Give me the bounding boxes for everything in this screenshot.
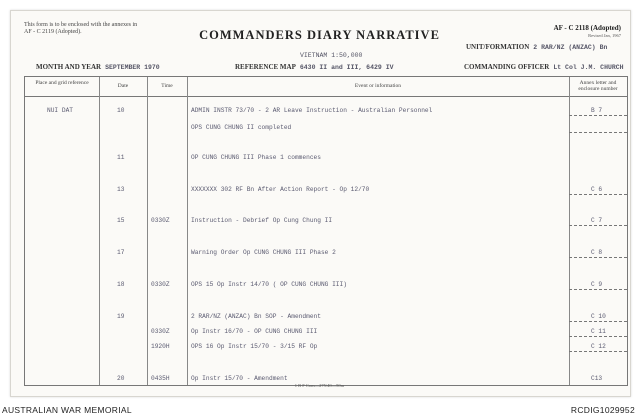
annex-dash bbox=[569, 351, 627, 352]
table-cell-annex: C 10 bbox=[591, 313, 606, 320]
month-year-label bbox=[36, 63, 160, 71]
diary-table bbox=[24, 76, 628, 386]
table-cell-annex: C 9 bbox=[591, 281, 603, 288]
archive-caption: AUSTRALIAN WAR MEMORIAL bbox=[2, 405, 132, 415]
table-cell-annex: C 8 bbox=[591, 249, 603, 256]
table-cell-event: Instruction - Debrief Op Cung Chung II bbox=[191, 217, 333, 224]
record-id: RCDIG1029952 bbox=[570, 405, 635, 415]
col-header-annex: Annex letter and enclosure number bbox=[578, 80, 618, 92]
table-cell-date: 18 bbox=[117, 281, 125, 288]
commanding-officer-value: Lt Col J.M. CHURCH bbox=[553, 64, 624, 71]
table-cell-event: OPS CUNG CHUNG II completed bbox=[191, 124, 292, 131]
annex-dash bbox=[569, 115, 627, 116]
revised-date: Revised Jan, 1967 bbox=[588, 33, 621, 38]
annex-dash bbox=[569, 289, 627, 290]
table-cell-event: Op Instr 16/70 - OP CUNG CHUNG III bbox=[191, 328, 318, 335]
table-cell-event: OP CUNG CHUNG III Phase 1 commences bbox=[191, 154, 321, 161]
commanding-officer-label bbox=[464, 63, 624, 71]
table-cell-annex: C13 bbox=[591, 375, 603, 382]
table-cell-time: 0330Z bbox=[151, 328, 170, 335]
unit-label bbox=[466, 43, 607, 51]
form-id: AF - C 2118 (Adopted) bbox=[553, 24, 621, 32]
table-cell-date: 19 bbox=[117, 313, 125, 320]
annex-dash bbox=[569, 257, 627, 258]
table-cell-date: 10 bbox=[117, 107, 125, 114]
commanding-officer-label-text: COMMANDING OFFICER bbox=[464, 63, 550, 71]
map-line-2: 6430 II and III, 6429 IV bbox=[299, 64, 394, 71]
reference-map-label bbox=[235, 63, 394, 71]
col-divider bbox=[147, 77, 148, 385]
enclose-note: This form is to be enclosed with the annexes in AF - C 2119 (Adopted). bbox=[24, 22, 138, 35]
month-year-label-text: MONTH AND YEAR bbox=[36, 63, 102, 71]
table-cell-annex: C 6 bbox=[591, 186, 603, 193]
col-divider bbox=[99, 77, 100, 385]
table-cell-date: 15 bbox=[117, 217, 125, 224]
table-cell-date: 13 bbox=[117, 186, 125, 193]
table-cell-time: 0330Z bbox=[151, 217, 170, 224]
table-cell-time: 1920H bbox=[151, 343, 170, 350]
col-header-place: Place and grid reference bbox=[35, 80, 89, 86]
col-header-time: Time bbox=[161, 83, 173, 89]
col-divider bbox=[569, 77, 570, 385]
annex-dash bbox=[569, 225, 627, 226]
page-title: COMMANDERS DIARY NARRATIVE bbox=[199, 28, 440, 42]
print-note: 1 B F Com—275/40—50m bbox=[294, 383, 345, 388]
table-cell-date: 20 bbox=[117, 375, 125, 382]
table-cell-date: 11 bbox=[117, 154, 125, 161]
table-cell-time: 0435H bbox=[151, 375, 170, 382]
annex-dash bbox=[569, 336, 627, 337]
map-line-1: VIETNAM 1:50,000 bbox=[300, 52, 363, 59]
table-cell-annex: C 12 bbox=[591, 343, 606, 350]
table-cell-event: OPS 15 Op Instr 14/70 ( OP CUNG CHUNG III) bbox=[191, 281, 347, 288]
annex-dash bbox=[569, 194, 627, 195]
annex-dash bbox=[569, 132, 627, 133]
reference-map-label-text: REFERENCE MAP bbox=[235, 63, 296, 71]
annex-dash bbox=[569, 321, 627, 322]
month-year-value: SEPTEMBER 1970 bbox=[105, 64, 160, 71]
table-cell-time: 0330Z bbox=[151, 281, 170, 288]
table-cell-place: NUI DAT bbox=[47, 107, 73, 114]
table-cell-annex: B 7 bbox=[591, 107, 603, 114]
col-divider bbox=[187, 77, 188, 385]
table-cell-date: 17 bbox=[117, 249, 125, 256]
table-cell-annex: C 7 bbox=[591, 217, 603, 224]
table-cell-annex: C 11 bbox=[591, 328, 606, 335]
col-header-event: Event or information bbox=[354, 83, 402, 89]
unit-label-text: UNIT/FORMATION bbox=[466, 43, 530, 51]
table-cell-event: Warning Order Op CUNG CHUNG III Phase 2 bbox=[191, 249, 336, 256]
table-cell-event: 2 RAR/NZ (ANZAC) Bn SOP - Amendment bbox=[191, 313, 321, 320]
col-header-date: Date bbox=[117, 83, 129, 89]
table-cell-event: OPS 16 Op Instr 15/70 - 3/15 RF Op bbox=[191, 343, 318, 350]
table-cell-event: Op Instr 15/70 - Amendment bbox=[191, 375, 288, 382]
table-cell-event: XXXXXXX 302 RF Bn After Action Report - Op 12/70 bbox=[191, 186, 370, 193]
table-cell-event: ADMIN INSTR 73/70 - 2 AR Leave Instruction - Australian Personnel bbox=[191, 107, 433, 114]
unit-value: 2 RAR/NZ (ANZAC) Bn bbox=[533, 44, 608, 51]
table-header bbox=[25, 77, 627, 97]
